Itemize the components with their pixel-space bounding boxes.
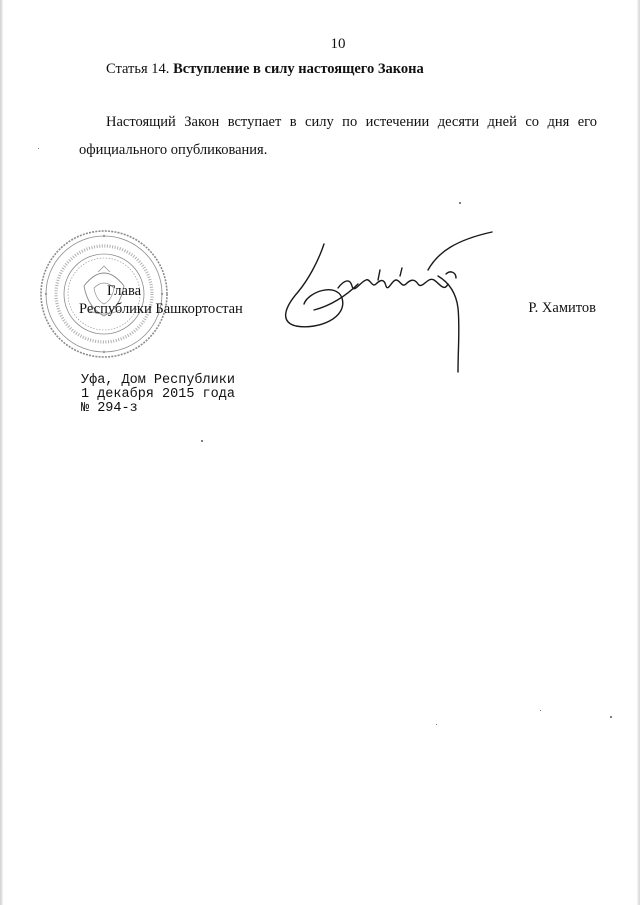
handwritten-signature-icon [278,222,500,374]
scan-speck [38,148,39,149]
law-number-line: № 294-з [81,401,138,416]
signatory-post-line-1: Глава [107,283,142,299]
scan-speck [436,724,437,725]
signatory-name: Р. Хамитов [528,300,596,316]
scan-speck [610,716,612,718]
page-number: 10 [330,36,346,52]
article-heading [106,61,424,78]
scan-edge-left [0,0,3,905]
place-and-date-block [81,374,235,416]
signatory-title [79,282,243,318]
place-line: Уфа, Дом Республики [81,373,235,388]
scan-speck [459,202,461,204]
body-paragraph: Настоящий Закон вступает в силу по истечении десяти дней со дня его официального опубликования. [79,114,597,158]
scan-speck [201,440,203,442]
article-label: Статья 14. [106,61,170,77]
signatory-post-line-2: Республики Башкортостан [79,301,243,317]
article-title: Вступление в силу настоящего Закона [173,61,424,77]
scan-speck [540,710,541,711]
date-line: 1 декабря 2015 года [81,387,235,402]
